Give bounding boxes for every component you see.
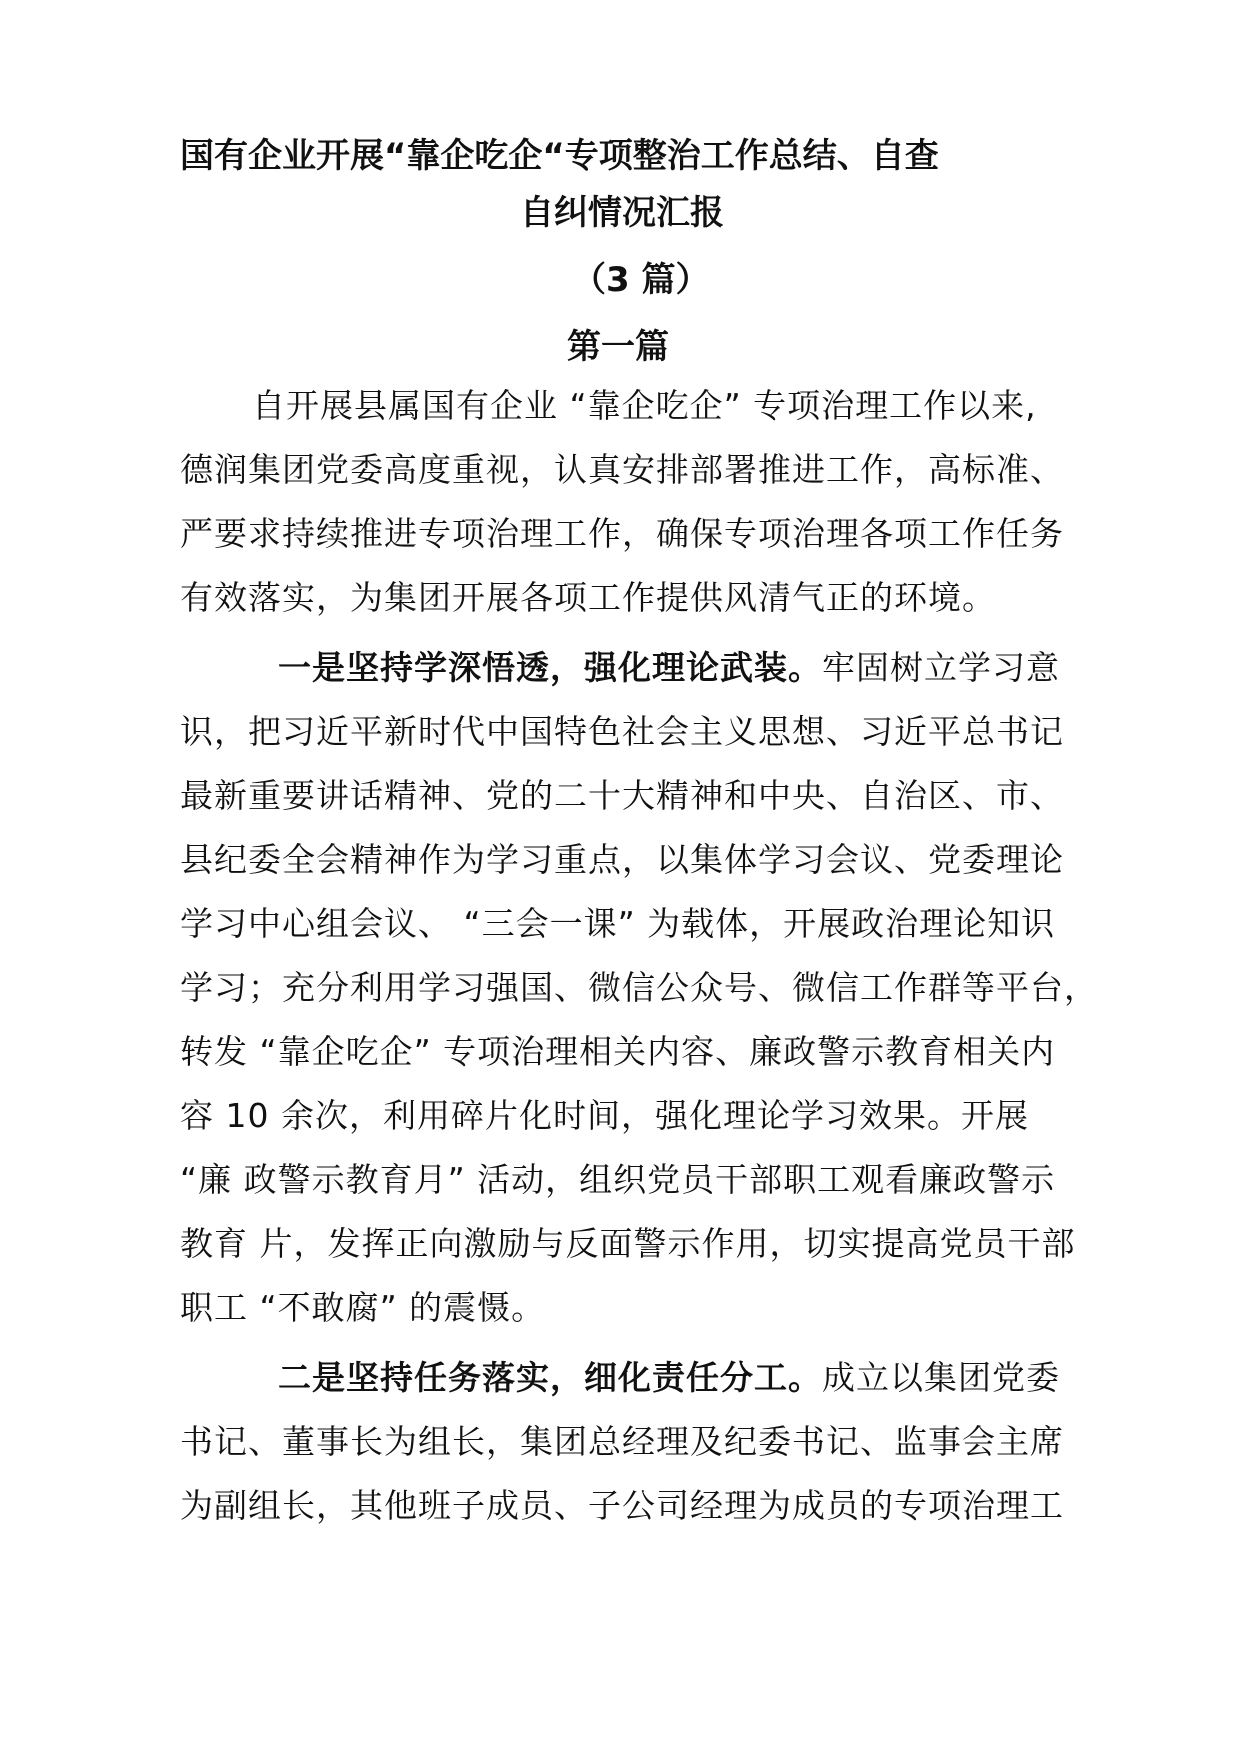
section1-line: 学习中心组会议、 “三会一课” 为载体，开展政治理论知识 <box>180 904 1056 943</box>
document-title-line-2: 自纠情况汇报 <box>520 193 724 233</box>
section1-line: “廉 政警示教育月” 活动，组织党员干部职工观看廉政警示 <box>180 1160 1056 1199</box>
section1-line: 容 10 余次，利用碎片化时间，强化理论学习效果。开展 <box>180 1096 1029 1135</box>
intro-line: 德润集团党委高度重视，认真安排部署推进工作，高标准、 <box>180 450 1064 489</box>
section2-line: 为副组长，其他班子成员、子公司经理为成员的专项治理工 <box>180 1486 1064 1525</box>
section1-line: 职工 “不敢腐” 的震慑。 <box>180 1288 546 1327</box>
section1-line: 县纪委全会精神作为学习重点，以集体学习会议、党委理论 <box>180 840 1064 879</box>
section2-first-line-text: 成立以集团党委 <box>822 1358 1060 1397</box>
document-title-line-1: 国有企业开展“靠企吃企“专项整治工作总结、自查 <box>180 136 939 176</box>
intro-line: 自开展县属国有企业 “靠企吃企” 专项治理工作以来, <box>252 386 1037 425</box>
section1-heading: 一是坚持学深悟透，强化理论武装。 <box>278 648 822 687</box>
intro-line: 严要求持续推进专项治理工作，确保专项治理各项工作任务 <box>180 514 1064 553</box>
section1-line: 转发 “靠企吃企” 专项治理相关内容、廉政警示教育相关内 <box>180 1032 1056 1071</box>
part-heading: 第一篇 <box>567 327 669 367</box>
section1-line: 学习；充分利用学习强国、微信公众号、微信工作群等平台， <box>180 968 1098 1007</box>
section1-first-line <box>278 646 1060 690</box>
section1-line: 识，把习近平新时代中国特色社会主义思想、习近平总书记 <box>180 712 1064 751</box>
section1-line: 最新重要讲话精神、党的二十大精神和中央、自治区、市、 <box>180 776 1064 815</box>
section2-line: 书记、董事长为组长，集团总经理及纪委书记、监事会主席 <box>180 1422 1064 1461</box>
section1-first-line-text: 牢固树立学习意 <box>822 648 1060 687</box>
section2-first-line <box>278 1356 1060 1400</box>
section2-heading: 二是坚持任务落实，细化责任分工。 <box>278 1358 822 1397</box>
intro-line: 有效落实，为集团开展各项工作提供风清气正的环境。 <box>180 578 996 617</box>
section1-line: 教育 片，发挥正向激励与反面警示作用，切实提高党员干部 <box>180 1224 1076 1263</box>
document-count: （3 篇） <box>572 260 710 300</box>
